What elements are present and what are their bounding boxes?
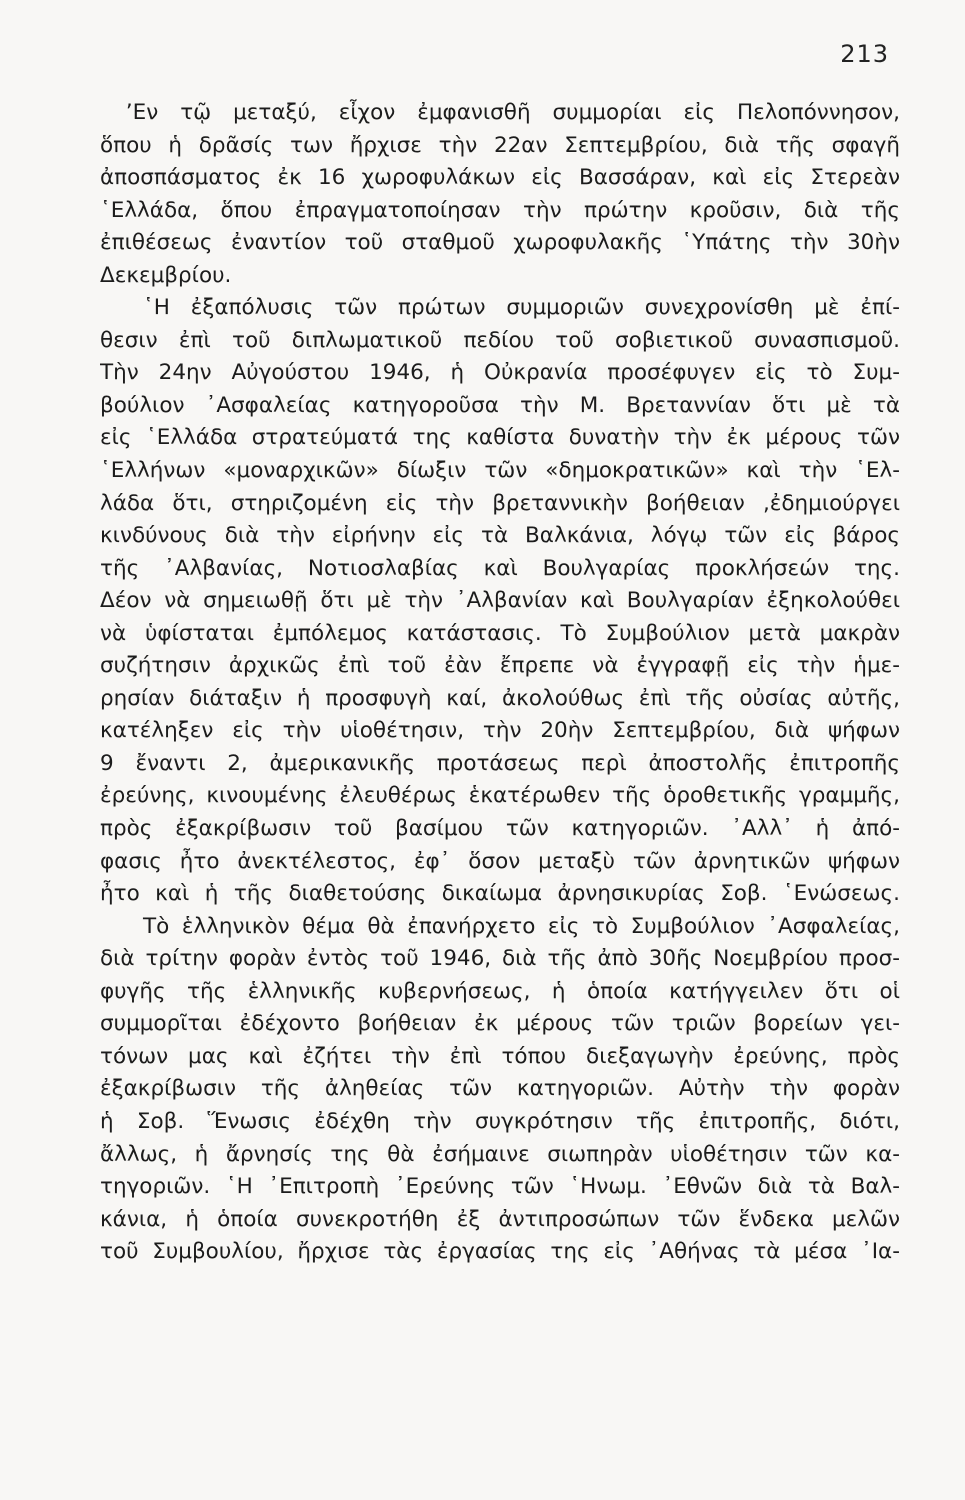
text-line: ἀποσπάσματος ἐκ 16 χωροφυλάκων εἰς Βασσάραν, καὶ εἰς Στερεὰν [100, 165, 900, 191]
text-line: ὅπου ἡ δρᾶσίς των ἤρχισε τὴν 22αν Σεπτεμβρίου, διὰ τῆς σφαγῆ [100, 132, 900, 158]
text-line: θεσιν ἐπὶ τοῦ διπλωματικοῦ πεδίου τοῦ σοβιετικοῦ συνασπισμοῦ. [100, 327, 900, 353]
text-line: λάδα ὅτι, στηριζομένη εἰς τὴν βρεταννικὴν βοήθειαν ,ἐδημιούργει [100, 490, 900, 516]
text-line: Τὸ ἑλληνικὸν θέμα θὰ ἐπανήρχετο εἰς τὸ Συμβούλιον ᾿Ασφαλείας, [100, 913, 900, 939]
text-line: κατέληξεν εἰς τὴν υἱοθέτησιν, τὴν 20ὴν Σεπτεμβρίου, διὰ ψήφων [100, 718, 900, 744]
text-line: ἐξακρίβωσιν τῆς ἀληθείας τῶν κατηγοριῶν. Αὐτὴν τὴν φορὰν [100, 1076, 900, 1102]
body-text [100, 97, 900, 1269]
text-line: ’Εν τῷ μεταξύ, εἶχον ἐμφανισθῆ συμμορίαι εἰς Πελοπόννησον, [100, 100, 900, 125]
text-line: τόνων μας καὶ ἐζήτει τὴν ἐπὶ τόπου διεξαγωγὴν ἐρεύνης, πρὸς [100, 1043, 900, 1069]
text-line: ρησίαν διάταξιν ἡ προσφυγὴ καί, ἀκολούθως ἐπὶ τῆς οὐσίας αὐτῆς, [100, 685, 900, 711]
text-line: πρὸς ἐξακρίβωσιν τοῦ βασίμου τῶν κατηγοριῶν. ᾿Αλλ᾿ ἡ ἀπό- [100, 816, 900, 842]
text-line: εἰς ῾Ελλάδα στρατεύματά της καθίστα δυνατὴν τὴν ἐκ μέρους τῶν [100, 425, 900, 451]
text-line: βούλιον ᾿Ασφαλείας κατηγοροῦσα τὴν Μ. Βρεταννίαν ὅτι μὲ τὰ [100, 392, 900, 418]
text-line: Δέον νὰ σημειωθῇ ὅτι μὲ τὴν ᾿Αλβανίαν καὶ Βουλγαρίαν ἐξηκολούθει [100, 588, 900, 614]
text-line: συζήτησιν ἀρχικῶς ἐπὶ τοῦ ἐὰν ἔπρεπε νὰ ἐγγραφῇ εἰς τὴν ἡμε- [100, 653, 900, 679]
text-line: κάνια, ἡ ὁποία συνεκροτήθη ἐξ ἀντιπροσώπων τῶν ἕνδεκα μελῶν [100, 1206, 900, 1232]
text-line: τηγοριῶν. ῾Η ᾿Επιτροπὴ ᾿Ερεύνης τῶν ῾Ηνωμ. ᾿Εθνῶν διὰ τὰ Βαλ- [100, 1174, 900, 1200]
text-line: φυγῆς τῆς ἑλληνικῆς κυβερνήσεως, ἡ ὁποία κατήγγειλεν ὅτι οἱ [100, 978, 900, 1004]
text-line: ῾Η ἐξαπόλυσις τῶν πρώτων συμμοριῶν συνεχρονίσθη μὲ ἐπί- [100, 295, 900, 321]
page-number: 213 [840, 40, 889, 68]
text-line: ἐρεύνης, κινουμένης ἐλευθέρως ἑκατέρωθεν τῆς ὁροθετικῆς γραμμῆς, [100, 783, 900, 809]
text-line: νὰ ὑφίσταται ἐμπόλεμος κατάστασις. Τὸ Συμβούλιον μετὰ μακρὰν [100, 620, 900, 646]
text-line: ἐπιθέσεως ἐναντίον τοῦ σταθμοῦ χωροφυλακῆς ῾Υπάτης τὴν 30ὴν [100, 230, 900, 256]
text-line: ἄλλως, ἡ ἄρνησίς της θὰ ἐσήμαινε σιωπηρὰν υἱοθέτησιν τῶν κα- [100, 1141, 900, 1167]
text-line: Τὴν 24ην Αὐγούστου 1946, ἡ Οὐκρανία προσέφυγεν εἰς τὸ Συμ- [100, 360, 900, 386]
text-line: 9 ἔναντι 2, ἀμερικανικῆς προτάσεως περὶ ἀποστολῆς ἐπιτροπῆς [100, 750, 900, 776]
text-line: φασις ἦτο ἀνεκτέλεστος, ἐφ᾿ ὅσον μεταξὺ τῶν ἀρνητικῶν ψήφων [100, 848, 900, 874]
text-line: ῾Ελλάδα, ὅπου ἐπραγματοποίησαν τὴν πρώτην κροῦσιν, διὰ τῆς [100, 197, 900, 223]
text-line: ῾Ελλήνων «μοναρχικῶν» δίωξιν τῶν «δημοκρατικῶν» καὶ τὴν ῾Ελ- [100, 458, 900, 484]
text-line: κινδύνους διὰ τὴν εἰρήνην εἰς τὰ Βαλκάνια, λόγῳ τῶν εἰς βάρος [100, 523, 900, 549]
text-line: τοῦ Συμβουλίου, ἤρχισε τὰς ἐργασίας της εἰς ᾿Αθήνας τὰ μέσα ᾿Ια- [100, 1239, 900, 1265]
text-line: ἡ Σοβ. Ἕνωσις ἐδέχθη τὴν συγκρότησιν τῆς ἐπιτροπῆς, διότι, [100, 1108, 900, 1134]
text-line: συμμορῖται ἐδέχοντο βοήθειαν ἐκ μέρους τῶν τριῶν βορείων γει- [100, 1011, 900, 1037]
text-line: Δεκεμβρίου. [100, 262, 232, 288]
text-line: διὰ τρίτην φορὰν ἐντὸς τοῦ 1946, διὰ τῆς ἀπὸ 30ῆς Νοεμβρίου προσ- [100, 946, 900, 972]
text-line: ἦτο καὶ ἡ τῆς διαθετούσης δικαίωμα ἀρνησικυρίας Σοβ. ῾Ενώσεως. [100, 881, 900, 907]
text-line: τῆς ᾿Αλβανίας, Νοτιοσλαβίας καὶ Βουλγαρίας προκλήσεών της. [100, 555, 900, 581]
